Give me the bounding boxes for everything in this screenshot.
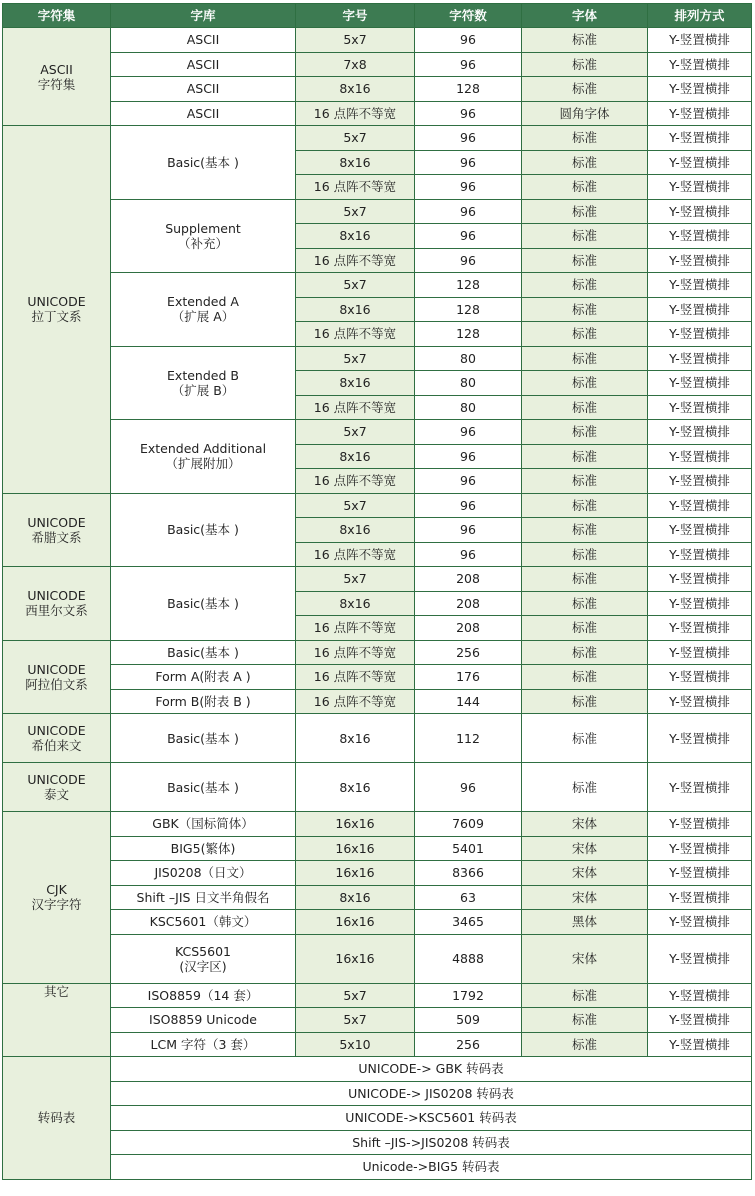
count-cell: 96 <box>415 199 522 224</box>
table-row <box>3 1130 752 1155</box>
size-cell: 16x16 <box>296 910 415 935</box>
layout-cell: Y-竖置横排 <box>648 77 752 102</box>
font-cell: 标准 <box>522 346 648 371</box>
layout-cell: Y-竖置横排 <box>648 591 752 616</box>
table-row <box>3 763 752 812</box>
group-conversion <box>3 1057 111 1180</box>
table-row <box>3 934 752 983</box>
layout-cell: Y-竖置横排 <box>648 616 752 641</box>
count-cell: 256 <box>415 640 522 665</box>
layout-cell: Y-竖置横排 <box>648 444 752 469</box>
size-cell: 16 点阵不等宽 <box>296 101 415 126</box>
layout-cell: Y-竖置横排 <box>648 224 752 249</box>
table-row <box>3 346 752 371</box>
count-cell: 96 <box>415 493 522 518</box>
size-cell: 5x10 <box>296 1032 415 1057</box>
table-row <box>3 199 752 224</box>
table-row <box>3 273 752 298</box>
size-cell: 5x7 <box>296 1008 415 1033</box>
layout-cell: Y-竖置横排 <box>648 714 752 763</box>
layout-cell: Y-竖置横排 <box>648 542 752 567</box>
size-cell: 16 点阵不等宽 <box>296 616 415 641</box>
font-cell: 标准 <box>522 395 648 420</box>
font-cell: 标准 <box>522 248 648 273</box>
font-cell: 标准 <box>522 322 648 347</box>
size-cell: 16x16 <box>296 812 415 837</box>
library-cell: BIG5(繁体) <box>111 836 296 861</box>
size-cell: 8x16 <box>296 714 415 763</box>
count-cell: 96 <box>415 469 522 494</box>
group-label: 其它 <box>43 983 69 999</box>
font-cell: 标准 <box>522 469 648 494</box>
library-cell: GBK（国标简体） <box>111 812 296 837</box>
table-row <box>3 1008 752 1033</box>
size-cell: 8x16 <box>296 763 415 812</box>
library-cell: Basic(基本 ) <box>111 126 296 200</box>
library-cell: Basic(基本 ) <box>111 567 296 641</box>
font-cell: 标准 <box>522 52 648 77</box>
font-cell: 标准 <box>522 591 648 616</box>
layout-cell: Y-竖置横排 <box>648 518 752 543</box>
header-font: 字体 <box>522 4 648 28</box>
size-cell: 16 点阵不等宽 <box>296 542 415 567</box>
font-cell: 宋体 <box>522 812 648 837</box>
header-charset: 字符集 <box>3 4 111 28</box>
table-row <box>3 77 752 102</box>
font-cell: 宋体 <box>522 861 648 886</box>
size-cell: 5x7 <box>296 983 415 1008</box>
size-cell: 8x16 <box>296 591 415 616</box>
layout-cell: Y-竖置横排 <box>648 175 752 200</box>
size-cell: 16 点阵不等宽 <box>296 665 415 690</box>
group-label: UNICODE 希伯来文 <box>27 723 86 753</box>
table-row <box>3 689 752 714</box>
layout-cell: Y-竖置横排 <box>648 420 752 445</box>
library-cell: ASCII <box>111 52 296 77</box>
size-cell: 5x7 <box>296 199 415 224</box>
size-cell: 16 点阵不等宽 <box>296 469 415 494</box>
count-cell: 208 <box>415 616 522 641</box>
count-cell: 176 <box>415 665 522 690</box>
table-row <box>3 28 752 53</box>
library-cell: ASCII <box>111 28 296 53</box>
size-cell: 16 点阵不等宽 <box>296 322 415 347</box>
table-row <box>3 126 752 151</box>
group-label: UNICODE 希腊文系 <box>27 514 86 545</box>
count-cell: 128 <box>415 77 522 102</box>
layout-cell: Y-竖置横排 <box>648 1032 752 1057</box>
header-count: 字符数 <box>415 4 522 28</box>
font-cell: 标准 <box>522 665 648 690</box>
table-row <box>3 1081 752 1106</box>
table-row <box>3 420 752 445</box>
group-label: CJK 汉字字符 <box>31 882 82 913</box>
size-cell: 5x7 <box>296 126 415 151</box>
conversion-item: UNICODE->KSC5601 转码表 <box>111 1106 752 1131</box>
size-cell: 5x7 <box>296 346 415 371</box>
size-cell: 8x16 <box>296 371 415 396</box>
layout-cell: Y-竖置横排 <box>648 493 752 518</box>
group-label: UNICODE 阿拉伯文系 <box>25 661 88 692</box>
table-row <box>3 1057 752 1082</box>
header-layout: 排列方式 <box>648 4 752 28</box>
font-cell: 圆角字体 <box>522 101 648 126</box>
library-cell: ASCII <box>111 101 296 126</box>
library-cell: KSC5601（韩文） <box>111 910 296 935</box>
font-cell: 标准 <box>522 763 648 812</box>
size-cell: 8x16 <box>296 77 415 102</box>
count-cell: 128 <box>415 297 522 322</box>
layout-cell: Y-竖置横排 <box>648 836 752 861</box>
count-cell: 96 <box>415 763 522 812</box>
library-cell: JIS0208（日文） <box>111 861 296 886</box>
font-cell: 标准 <box>522 518 648 543</box>
count-cell: 208 <box>415 567 522 592</box>
library-cell: Shift –JIS 日文半角假名 <box>111 885 296 910</box>
font-cell: 标准 <box>522 420 648 445</box>
conversion-item: Unicode->BIG5 转码表 <box>111 1155 752 1180</box>
library-cell: ISO8859 Unicode <box>111 1008 296 1033</box>
size-cell: 5x7 <box>296 567 415 592</box>
table-row <box>3 836 752 861</box>
font-cell: 标准 <box>522 199 648 224</box>
conversion-item: Shift –JIS->JIS0208 转码表 <box>111 1130 752 1155</box>
library-cell: Basic(基本 ) <box>111 763 296 812</box>
layout-cell: Y-竖置横排 <box>648 812 752 837</box>
table-row <box>3 493 752 518</box>
table-row <box>3 567 752 592</box>
font-cell: 标准 <box>522 175 648 200</box>
font-cell: 标准 <box>522 640 648 665</box>
font-cell: 标准 <box>522 689 648 714</box>
layout-cell: Y-竖置横排 <box>648 273 752 298</box>
count-cell: 509 <box>415 1008 522 1033</box>
font-library-table <box>2 3 752 1180</box>
layout-cell: Y-竖置横排 <box>648 101 752 126</box>
layout-cell: Y-竖置横排 <box>648 640 752 665</box>
count-cell: 96 <box>415 224 522 249</box>
layout-cell: Y-竖置横排 <box>648 395 752 420</box>
group-unicode-cyrillic <box>3 567 111 641</box>
header-library: 字库 <box>111 4 296 28</box>
font-cell: 标准 <box>522 616 648 641</box>
font-cell: 标准 <box>522 297 648 322</box>
size-cell: 7x8 <box>296 52 415 77</box>
size-cell: 5x7 <box>296 493 415 518</box>
font-cell: 标准 <box>522 126 648 151</box>
library-cell: ASCII <box>111 77 296 102</box>
group-other <box>3 983 111 1057</box>
count-cell: 96 <box>415 518 522 543</box>
size-cell: 8x16 <box>296 224 415 249</box>
size-cell: 5x7 <box>296 420 415 445</box>
library-cell: Form B(附表 B ) <box>111 689 296 714</box>
group-label: UNICODE 拉丁文系 <box>27 294 86 325</box>
count-cell: 63 <box>415 885 522 910</box>
layout-cell: Y-竖置横排 <box>648 322 752 347</box>
layout-cell: Y-竖置横排 <box>648 1008 752 1033</box>
group-unicode-thai <box>3 763 111 812</box>
table-row <box>3 714 752 763</box>
font-cell: 标准 <box>522 1032 648 1057</box>
group-unicode-hebrew <box>3 714 111 763</box>
layout-cell: Y-竖置横排 <box>648 297 752 322</box>
layout-cell: Y-竖置横排 <box>648 126 752 151</box>
group-ascii <box>3 28 111 126</box>
count-cell: 96 <box>415 150 522 175</box>
layout-cell: Y-竖置横排 <box>648 665 752 690</box>
size-cell: 16x16 <box>296 836 415 861</box>
header-size: 字号 <box>296 4 415 28</box>
size-cell: 8x16 <box>296 444 415 469</box>
font-cell: 标准 <box>522 150 648 175</box>
size-cell: 8x16 <box>296 885 415 910</box>
library-cell: Form A(附表 A ) <box>111 665 296 690</box>
library-cell: Extended A （扩展 A） <box>111 273 296 347</box>
group-unicode-latin <box>3 126 111 494</box>
size-cell: 16 点阵不等宽 <box>296 689 415 714</box>
font-cell: 标准 <box>522 273 648 298</box>
count-cell: 3465 <box>415 910 522 935</box>
layout-cell: Y-竖置横排 <box>648 567 752 592</box>
count-cell: 96 <box>415 175 522 200</box>
font-cell: 标准 <box>522 983 648 1008</box>
count-cell: 4888 <box>415 934 522 983</box>
count-cell: 96 <box>415 420 522 445</box>
count-cell: 128 <box>415 273 522 298</box>
layout-cell: Y-竖置横排 <box>648 861 752 886</box>
layout-cell: Y-竖置横排 <box>648 52 752 77</box>
layout-cell: Y-竖置横排 <box>648 199 752 224</box>
library-cell: LCM 字符（3 套） <box>111 1032 296 1057</box>
font-cell: 黑体 <box>522 910 648 935</box>
conversion-item: UNICODE-> JIS0208 转码表 <box>111 1081 752 1106</box>
library-cell: Extended Additional （扩展附加） <box>111 420 296 494</box>
font-cell: 标准 <box>522 77 648 102</box>
count-cell: 96 <box>415 248 522 273</box>
count-cell: 96 <box>415 52 522 77</box>
size-cell: 16 点阵不等宽 <box>296 175 415 200</box>
count-cell: 7609 <box>415 812 522 837</box>
size-cell: 16 点阵不等宽 <box>296 248 415 273</box>
layout-cell: Y-竖置横排 <box>648 983 752 1008</box>
count-cell: 80 <box>415 346 522 371</box>
table-row <box>3 640 752 665</box>
library-cell: Supplement （补充） <box>111 199 296 273</box>
table-row <box>3 1106 752 1131</box>
size-cell: 5x7 <box>296 28 415 53</box>
count-cell: 256 <box>415 1032 522 1057</box>
group-label: UNICODE 泰文 <box>27 772 86 802</box>
count-cell: 5401 <box>415 836 522 861</box>
table-row <box>3 1032 752 1057</box>
font-cell: 标准 <box>522 714 648 763</box>
font-cell: 标准 <box>522 542 648 567</box>
group-unicode-greek <box>3 493 111 567</box>
layout-cell: Y-竖置横排 <box>648 28 752 53</box>
count-cell: 80 <box>415 395 522 420</box>
layout-cell: Y-竖置横排 <box>648 469 752 494</box>
layout-cell: Y-竖置横排 <box>648 910 752 935</box>
font-cell: 宋体 <box>522 836 648 861</box>
size-cell: 16x16 <box>296 934 415 983</box>
size-cell: 8x16 <box>296 518 415 543</box>
conversion-item: UNICODE-> GBK 转码表 <box>111 1057 752 1082</box>
table-row <box>3 861 752 886</box>
count-cell: 96 <box>415 101 522 126</box>
group-unicode-arabic <box>3 640 111 714</box>
table-row <box>3 52 752 77</box>
layout-cell: Y-竖置横排 <box>648 763 752 812</box>
count-cell: 144 <box>415 689 522 714</box>
table-row <box>3 910 752 935</box>
count-cell: 112 <box>415 714 522 763</box>
size-cell: 16 点阵不等宽 <box>296 395 415 420</box>
layout-cell: Y-竖置横排 <box>648 346 752 371</box>
size-cell: 16x16 <box>296 861 415 886</box>
font-cell: 标准 <box>522 567 648 592</box>
table-row <box>3 665 752 690</box>
font-cell: 标准 <box>522 444 648 469</box>
library-cell: Basic(基本 ) <box>111 714 296 763</box>
font-cell: 宋体 <box>522 885 648 910</box>
layout-cell: Y-竖置横排 <box>648 689 752 714</box>
layout-cell: Y-竖置横排 <box>648 248 752 273</box>
size-cell: 5x7 <box>296 273 415 298</box>
header-row <box>3 4 752 28</box>
font-cell: 标准 <box>522 371 648 396</box>
library-cell: ISO8859（14 套） <box>111 983 296 1008</box>
count-cell: 96 <box>415 28 522 53</box>
font-cell: 标准 <box>522 224 648 249</box>
layout-cell: Y-竖置横排 <box>648 885 752 910</box>
layout-cell: Y-竖置横排 <box>648 934 752 983</box>
library-cell: Extended B （扩展 B） <box>111 346 296 420</box>
count-cell: 96 <box>415 542 522 567</box>
count-cell: 96 <box>415 126 522 151</box>
size-cell: 8x16 <box>296 150 415 175</box>
font-cell: 宋体 <box>522 934 648 983</box>
group-cjk <box>3 812 111 984</box>
group-label: ASCII 字符集 <box>37 61 76 92</box>
table-row <box>3 983 752 1008</box>
layout-cell: Y-竖置横排 <box>648 150 752 175</box>
library-cell: Basic(基本 ) <box>111 640 296 665</box>
count-cell: 80 <box>415 371 522 396</box>
table-row <box>3 812 752 837</box>
font-cell: 标准 <box>522 28 648 53</box>
count-cell: 1792 <box>415 983 522 1008</box>
group-label: 转码表 <box>37 1110 76 1126</box>
count-cell: 96 <box>415 444 522 469</box>
table-row <box>3 101 752 126</box>
table-row <box>3 885 752 910</box>
layout-cell: Y-竖置横排 <box>648 371 752 396</box>
count-cell: 8366 <box>415 861 522 886</box>
size-cell: 8x16 <box>296 297 415 322</box>
table-row <box>3 1155 752 1180</box>
font-cell: 标准 <box>522 1008 648 1033</box>
library-cell: KCS5601 (汉字区) <box>111 934 296 983</box>
library-cell: Basic(基本 ) <box>111 493 296 567</box>
group-label: UNICODE 西里尔文系 <box>25 588 88 619</box>
size-cell: 16 点阵不等宽 <box>296 640 415 665</box>
count-cell: 128 <box>415 322 522 347</box>
count-cell: 208 <box>415 591 522 616</box>
font-cell: 标准 <box>522 493 648 518</box>
